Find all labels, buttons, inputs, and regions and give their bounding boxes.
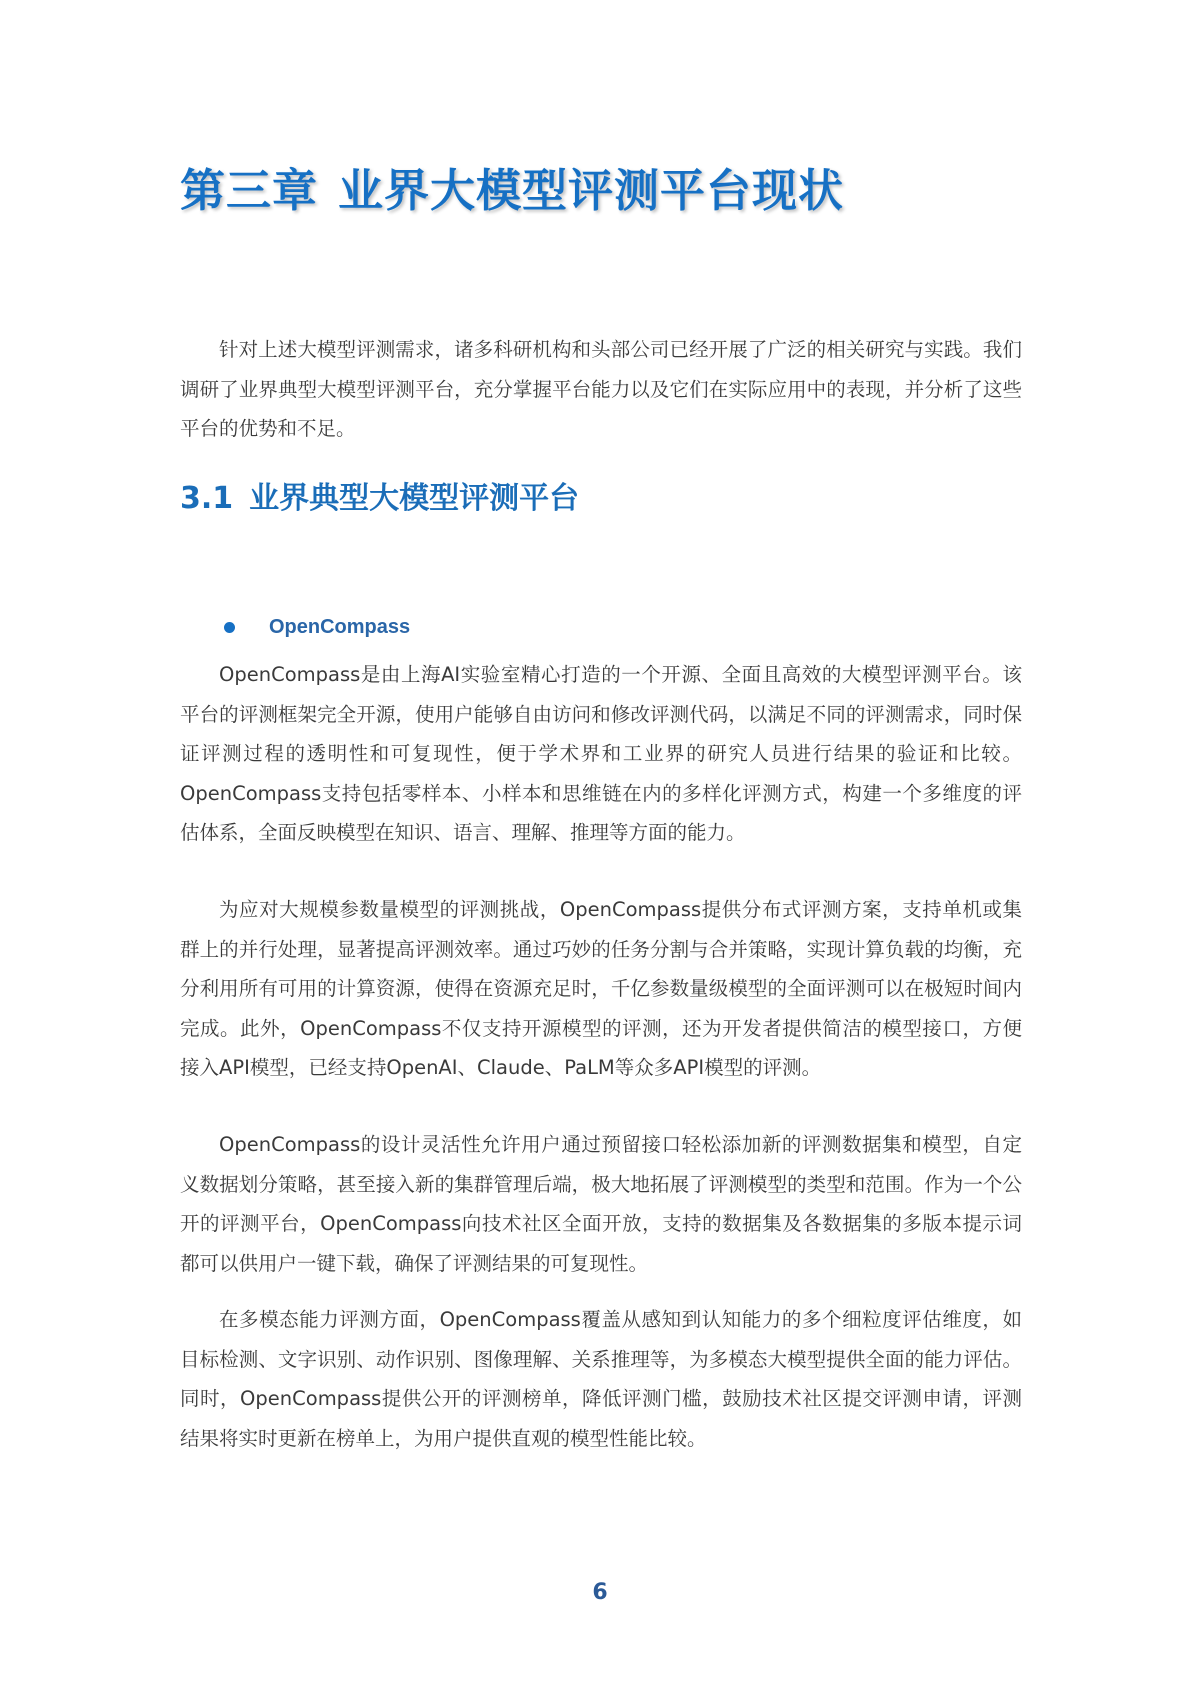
bullet-dot-icon [224,622,235,633]
page-number: 6 [592,1580,608,1605]
bullet-item-opencompass [224,612,410,642]
paragraph-distributed-evaluation: 为应对大规模参数量模型的评测挑战，OpenCompass提供分布式评测方案，支持单机或集群上的并行处理，显著提高评测效率。通过巧妙的任务分割与合并策略，实现计算负载的均衡，充分利用所有可用的计算资源，使得在资源充足时，千亿参数量级模型的全面评测可以在极短时间内完成。此外，OpenCompass不仅支持开源模型的评测，还为开发者提供简洁的模型接口，方便接入API模型，已经支持OpenAI、Claude、PaLM等众多API模型的评测。 [180,898,1022,1079]
intro-paragraph: 针对上述大模型评测需求，诸多科研机构和头部公司已经开展了广泛的相关研究与实践。我们调研了业界典型大模型评测平台，充分掌握平台能力以及它们在实际应用中的表现，并分析了这些平台的优势和不足。 [180,338,1022,440]
chapter-title [180,164,845,217]
bullet-label: OpenCompass [269,615,411,638]
chapter-title-text: 业界大模型评测平台现状 [338,164,845,217]
section-title [180,481,580,516]
chapter-number: 第三章 [180,164,319,217]
section-title-text: 业界典型大模型评测平台 [249,481,580,516]
paragraph-multimodal-evaluation: 在多模态能力评测方面，OpenCompass覆盖从感知到认知能力的多个细粒度评估维度，如目标检测、文字识别、动作识别、图像理解、关系推理等，为多模态大模型提供全面的能力评估。同时，OpenCompass提供公开的评测榜单，降低评测门槛，鼓励技术社区提交评测申请，评测结果将实时更新在榜单上，为用户提供直观的模型性能比较。 [180,1308,1022,1450]
paragraph-opencompass-overview: OpenCompass是由上海AI实验室精心打造的一个开源、全面且高效的大模型评测平台。该平台的评测框架完全开源，使用户能够自由访问和修改评测代码，以满足不同的评测需求，同时保证评测过程的透明性和可复现性，便于学术界和工业界的研究人员进行结果的验证和比较。OpenCompass支持包括零样本、小样本和思维链在内的多样化评测方式，构建一个多维度的评估体系，全面反映模型在知识、语言、理解、推理等方面的能力。 [180,663,1022,844]
section-number: 3.1 [180,481,234,516]
paragraph-design-flexibility: OpenCompass的设计灵活性允许用户通过预留接口轻松添加新的评测数据集和模型，自定义数据划分策略，甚至接入新的集群管理后端，极大地拓展了评测模型的类型和范围。作为一个公开的评测平台，OpenCompass向技术社区全面开放，支持的数据集及各数据集的多版本提示词都可以供用户一键下载，确保了评测结果的可复现性。 [180,1133,1022,1275]
